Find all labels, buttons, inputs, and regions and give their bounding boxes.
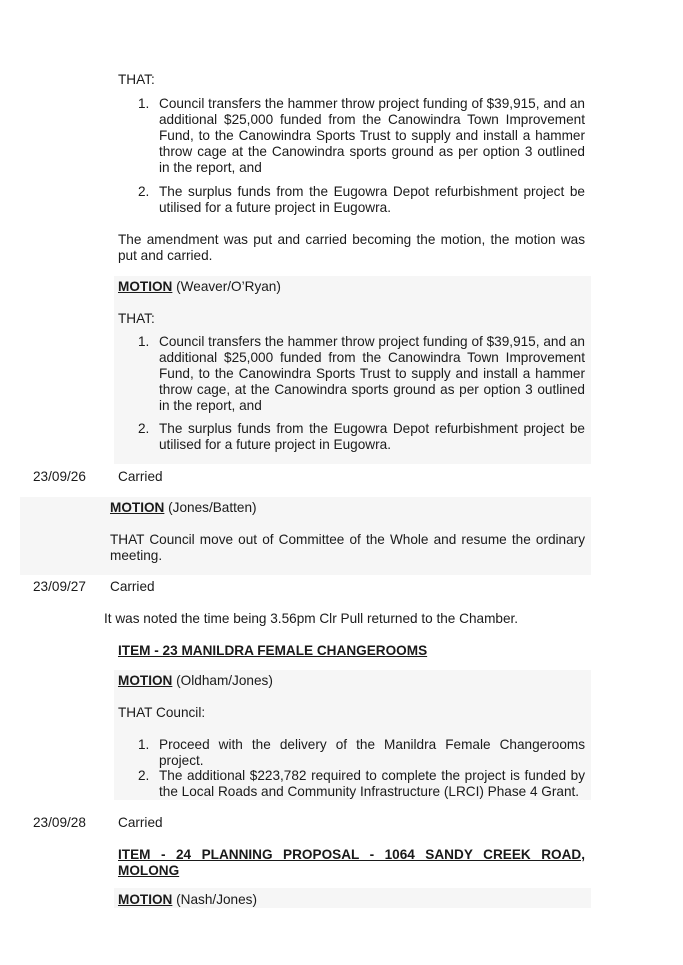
motion-movers: (Nash/Jones) — [172, 892, 257, 907]
list-number: 1. — [138, 334, 150, 349]
motion-heading — [118, 673, 273, 689]
item-heading-text: ITEM - 24 PLANNING PROPOSAL - 1064 SANDY CREEK ROAD, MOLONG — [118, 847, 585, 878]
motion-label: MOTION — [118, 279, 173, 294]
motion-text: THAT Council move out of Committee of the Whole and resume the ordinary meeting. — [110, 532, 585, 563]
motion-heading — [118, 892, 257, 908]
motion-heading — [118, 279, 281, 295]
list-item: The surplus funds from the Eugowra Depot refurbishment project be utilised for a future project in Eugowra. — [159, 184, 585, 215]
resolution-number: 23/09/26 — [33, 469, 86, 484]
item-heading — [118, 847, 585, 879]
list-item: Proceed with the delivery of the Manildra Female Changerooms project. — [159, 737, 585, 768]
item-heading: ITEM - 23 MANILDRA FEMALE CHANGEROOMS — [118, 643, 428, 658]
motion-label: MOTION — [118, 673, 173, 688]
list-item: The additional $223,782 required to complete the project is funded by the Local Roads and Community Infrastructure (LRCI) Phase 4 Grant. — [159, 768, 585, 799]
list-number: 1. — [138, 737, 150, 752]
list-item: The surplus funds from the Eugowra Depot refurbishment project be utilised for a future project in Eugowra. — [159, 421, 585, 452]
list-number: 2. — [138, 184, 150, 199]
list-number: 1. — [138, 96, 150, 111]
resolution-result: Carried — [118, 469, 163, 484]
motion-heading — [110, 500, 257, 516]
motion-movers: (Weaver/O’Ryan) — [172, 279, 281, 294]
resolution-result: Carried — [110, 579, 155, 594]
motion-movers: (Jones/Batten) — [164, 500, 257, 515]
note-text: It was noted the time being 3.56pm Clr Pull returned to the Chamber. — [104, 611, 519, 626]
resolution-number: 23/09/27 — [33, 579, 86, 594]
amendment-text: The amendment was put and carried becoming the motion, the motion was put and carried. — [118, 232, 585, 263]
motion-label: MOTION — [110, 500, 165, 515]
motion-movers: (Oldham/Jones) — [172, 673, 273, 688]
list-item: Council transfers the hammer throw project funding of $39,915, and an additional $25,000 funded from the Canowindra Town Improvement Fund, to the Canowindra Sports Trust to supply and install a hammer throw cage at the Canowindra sports ground as per option 3 outlined in the report, and — [159, 96, 585, 175]
motion-label: MOTION — [118, 892, 173, 907]
that-label: THAT: — [118, 72, 155, 87]
that-label: THAT: — [118, 311, 155, 326]
resolution-result: Carried — [118, 815, 163, 830]
list-item: Council transfers the hammer throw project funding of $39,915, and an additional $25,000 funded from the Canowindra Town Improvement Fund, to the Canowindra Sports Trust to supply and install a hammer throw cage, at the Canowindra sports ground as per option 3 outlined in the report, and — [159, 334, 585, 413]
resolution-number: 23/09/28 — [33, 815, 86, 830]
list-number: 2. — [138, 421, 150, 436]
list-number: 2. — [138, 768, 150, 783]
that-label: THAT Council: — [118, 705, 206, 720]
